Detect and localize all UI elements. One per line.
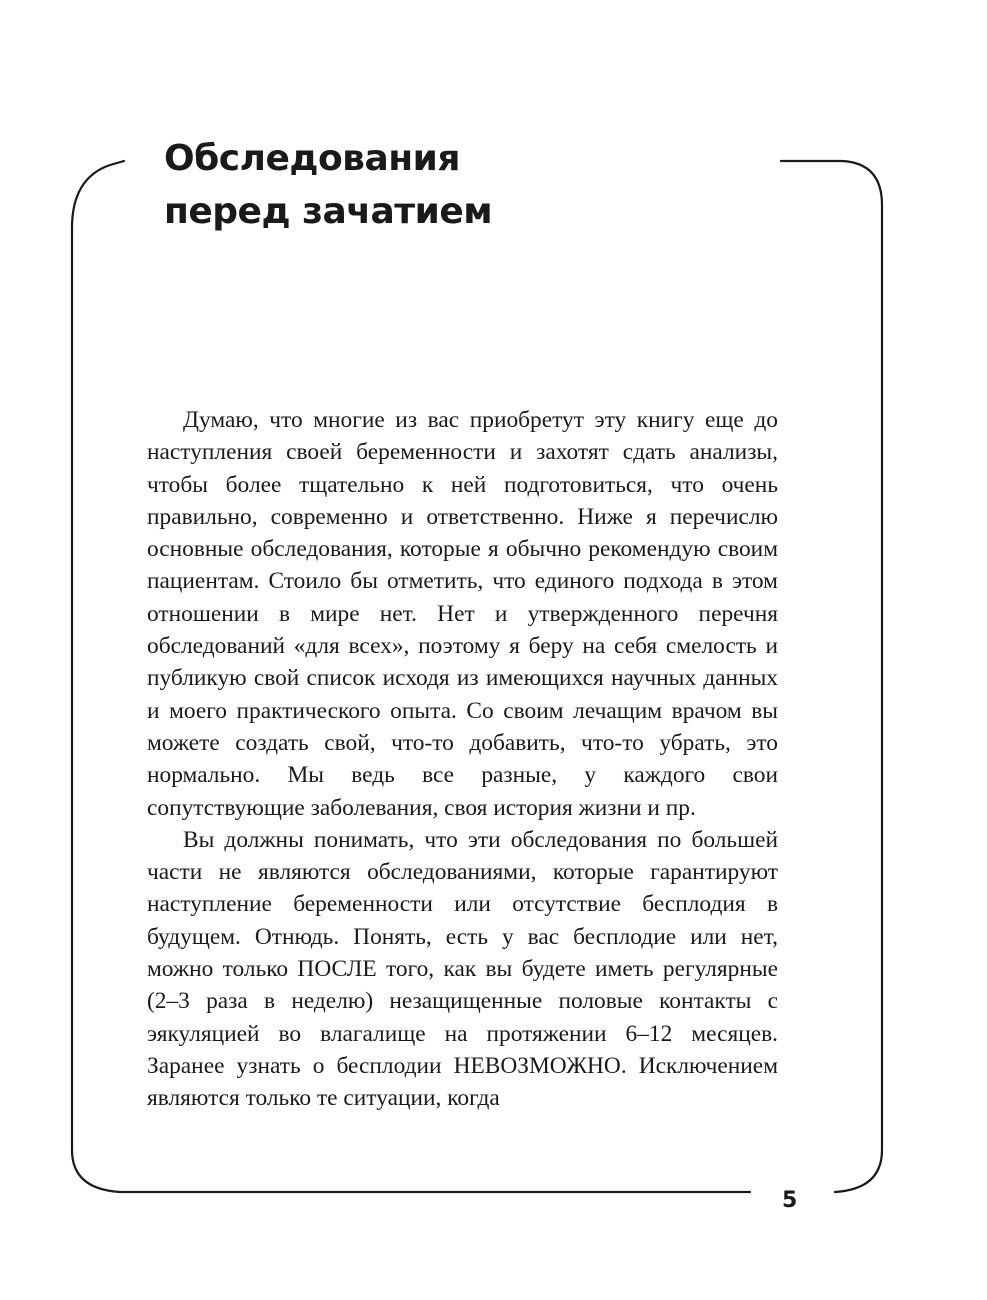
paragraph-2: Вы должны понимать, что эти обследования по большей части не являются обследованиями, которые гарантируют наступление беременности или отсутствие бесплодия в будущем. Отнюдь. Понять, есть у вас бесплодие или нет, можно только ПОСЛЕ того, как вы будете иметь регулярные (2–3 раза в неделю) незащищенные половые контакты с эякуляцией во влагалище на протяжении 6–12 месяцев. Заранее узнать о бесплодии НЕВОЗМОЖНО. Исключением являются только те ситуации, когда (147, 826, 778, 1112)
chapter-title (164, 132, 492, 238)
body-text (147, 404, 778, 1115)
chapter-title-line-2: перед зачатием (164, 191, 493, 232)
page-number: 5 (782, 1188, 798, 1213)
paragraph-1: Думаю, что многие из вас приобретут эту книгу еще до наступления своей беременности и захотят сдать анализы, чтобы более тщательно к ней подготовиться, что очень правильно, современно и ответственно. Ниже я перечислю основные обследования, которые я обычно рекомендую своим пациентам. Стоило бы отметить, что единого подхода в этом отношении в мире нет. Нет и утвержденного перечня обследований «для всех», поэтому я беру на себя смелость и публикую свой список исходя из имеющихся научных данных и моего практического опыта. Со своим лечащим врачом вы можете создать свой, что-то добавить, что-то убрать, это нормально. Мы ведь все разные, у каждого свои сопутствующие заболевания, своя история жизни и пр. (147, 407, 778, 821)
chapter-title-line-1: Обследования (164, 138, 460, 179)
frame-border-right (781, 161, 882, 1192)
